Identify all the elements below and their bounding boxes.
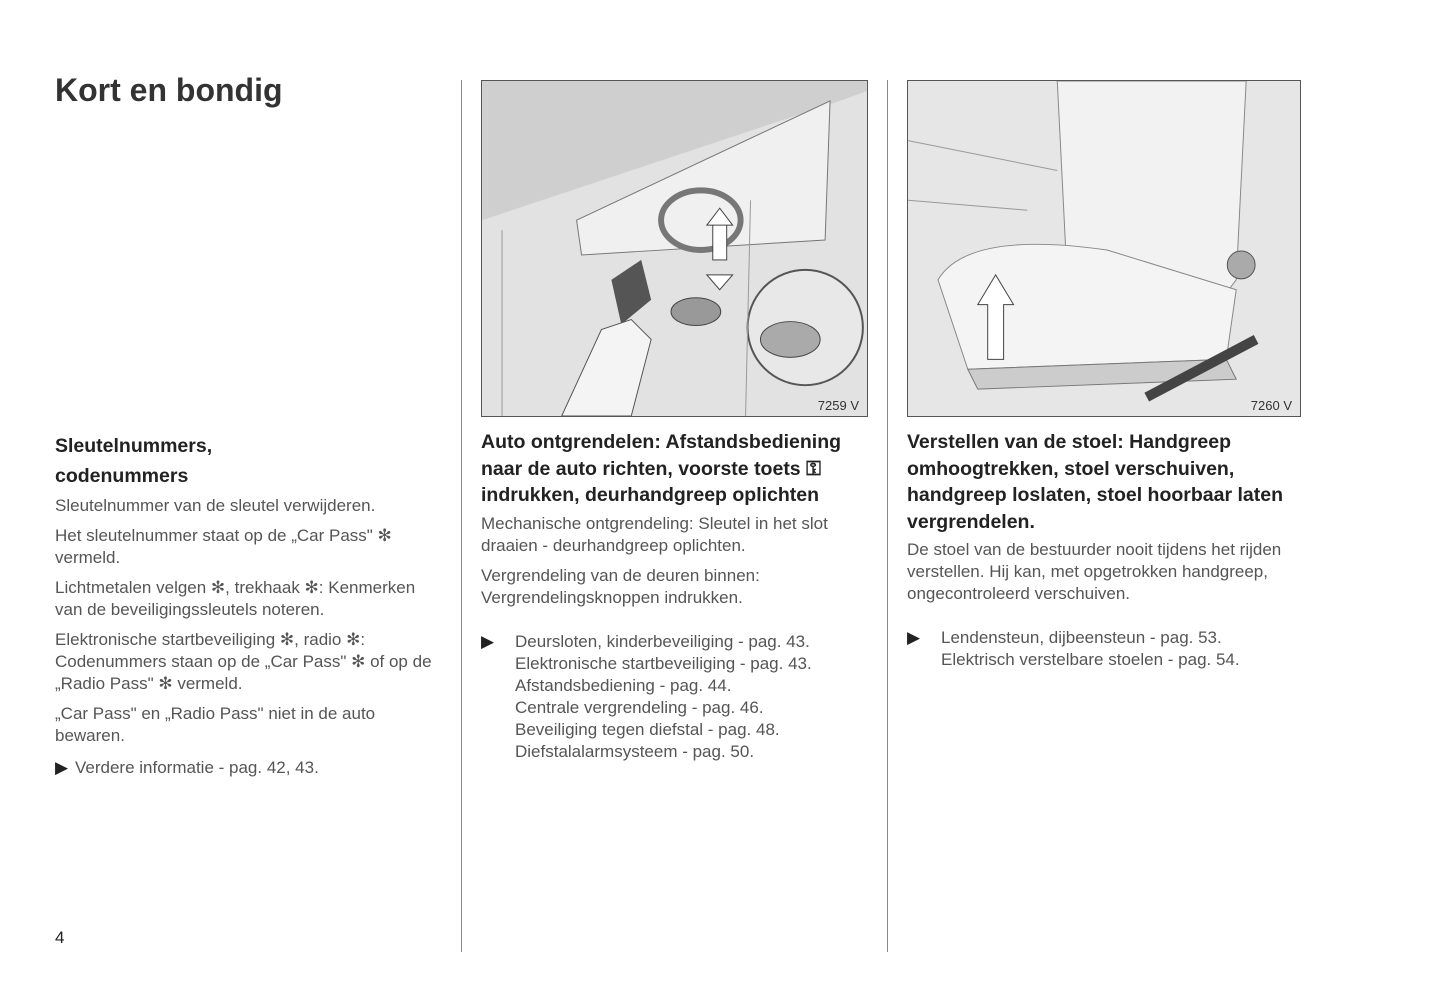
bullet-arrow-icon: ▶ xyxy=(481,631,495,651)
paragraph: Lichtmetalen velgen ✻, trekhaak ✻: Kenmerken van de beveiligingssleutels noteren. xyxy=(55,578,416,619)
reference-item: Afstandsbediening - pag. 44. xyxy=(515,675,732,695)
middle-column xyxy=(481,429,871,763)
reference-item: Deursloten, kinderbeveiliging - pag. 43. xyxy=(515,631,810,651)
page-title: Kort en bondig xyxy=(55,72,283,108)
reference-item: Lendensteun, dijbeensteun - pag. 53. xyxy=(941,628,1222,647)
column-divider xyxy=(461,80,462,952)
reference-item: Elektronische startbeveiliging - pag. 43. xyxy=(515,653,812,673)
reference-item: Elektrisch verstelbare stoelen - pag. 54. xyxy=(941,650,1240,669)
column-divider xyxy=(887,80,888,952)
section-heading: Verstellen van de stoel: Handgreep omhoogtrekken, stoel verschuiven, handgreep loslaten, stoel hoorbaar laten vergrendelen. xyxy=(907,431,1283,533)
paragraph: Mechanische ontgrendeling: Sleutel in het slot draaien - deurhandgreep oplichten. xyxy=(481,513,828,555)
seat-drawing xyxy=(908,81,1300,416)
reference-item: Beveiliging tegen diefstal - pag. 48. xyxy=(515,719,780,739)
car-door-drawing xyxy=(482,81,867,416)
paragraph: „Car Pass" en „Radio Pass" niet in de auto bewaren. xyxy=(55,704,376,745)
paragraph: Het sleutelnummer staat op de „Car Pass" ✻ vermeld. xyxy=(55,526,392,567)
paragraph: Sleutelnummer van de sleutel verwijderen. xyxy=(55,496,376,515)
figure-code: 7259 V xyxy=(817,398,859,413)
figure-code: 7260 V xyxy=(1250,398,1292,413)
bullet-arrow-icon: ▶ xyxy=(907,628,921,647)
heading-line: codenummers xyxy=(55,465,189,487)
paragraph: De stoel van de bestuurder nooit tijdens het rijden verstellen. Hij kan, met opgetrokken handgreep, ongecontroleerd verschuiven. xyxy=(907,540,1282,603)
paragraph: Vergrendeling van de deuren binnen: Vergrendelingsknoppen indrukken. xyxy=(481,565,760,607)
reference-list xyxy=(481,631,871,763)
car-door-illustration xyxy=(481,80,868,417)
reference xyxy=(55,757,445,779)
paragraph: Elektronische startbeveiliging ✻, radio ✻: Codenummers staan op de „Car Pass" ✻ of op de „Radio Pass" ✻ vermeld. xyxy=(55,630,432,693)
left-column xyxy=(55,431,445,779)
reference-text: Verdere informatie - pag. 42, 43. xyxy=(75,758,319,777)
section-heading xyxy=(55,431,445,491)
heading-line: Sleutelnummers, xyxy=(55,435,213,457)
reference-list xyxy=(907,627,1301,671)
section-heading: Auto ontgrendelen: Afstandsbediening naar de auto richten, voorste toets ⚿ indrukken, deurhandgreep oplichten xyxy=(481,431,842,506)
right-column xyxy=(907,429,1301,671)
seat-adjustment-illustration xyxy=(907,80,1301,417)
page-number: 4 xyxy=(55,928,65,947)
bullet-arrow-icon: ▶ xyxy=(55,758,69,777)
reference-item: Centrale vergrendeling - pag. 46. xyxy=(515,697,764,717)
reference-item: Diefstalalarmsysteem - pag. 50. xyxy=(515,741,755,761)
